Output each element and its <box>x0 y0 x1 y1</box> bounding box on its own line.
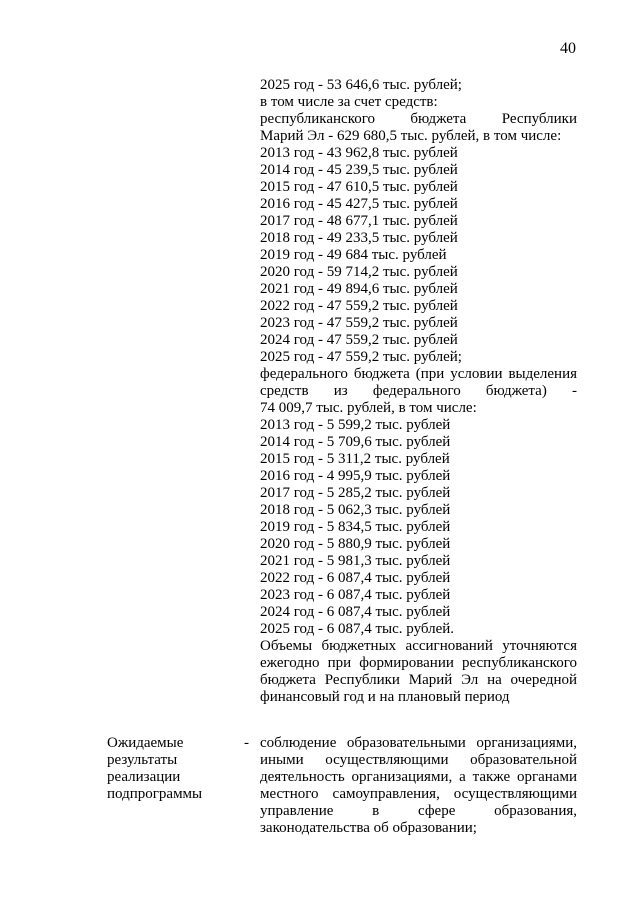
budget-line: бюджета Республики Марий Эл на очередной <box>260 672 577 688</box>
page-number: 40 <box>560 40 576 57</box>
budget-line: финансовый год и на плановый период <box>260 689 510 705</box>
budget-line: 2020 год - 5 880,9 тыс. рублей <box>260 536 451 552</box>
budget-line: 2024 год - 6 087,4 тыс. рублей <box>260 604 451 620</box>
budget-line: 2013 год - 43 962,8 тыс. рублей <box>260 145 458 161</box>
budget-line: ежегодно при формировании республиканского <box>260 655 577 671</box>
budget-line: федерального бюджета (при условии выделения <box>260 366 577 382</box>
budget-line: 2015 год - 47 610,5 тыс. рублей <box>260 179 458 195</box>
results-label-line: реализации <box>107 769 181 785</box>
budget-line: 2022 год - 6 087,4 тыс. рублей <box>260 570 451 586</box>
budget-line: 2017 год - 5 285,2 тыс. рублей <box>260 485 451 501</box>
budget-line: 2023 год - 6 087,4 тыс. рублей <box>260 587 451 603</box>
budget-line: 2014 год - 45 239,5 тыс. рублей <box>260 162 458 178</box>
budget-line: 2019 год - 49 684 тыс. рублей <box>260 247 447 263</box>
budget-line: 2025 год - 47 559,2 тыс. рублей; <box>260 349 462 365</box>
budget-line: 2013 год - 5 599,2 тыс. рублей <box>260 417 451 433</box>
budget-line: 2020 год - 59 714,2 тыс. рублей <box>260 264 458 280</box>
budget-line: 2018 год - 5 062,3 тыс. рублей <box>260 502 451 518</box>
results-label-line: результаты <box>107 752 178 768</box>
results-text-line: законодательства об образовании; <box>260 820 477 836</box>
expected-results-dash: - <box>244 735 249 751</box>
budget-funding-block <box>260 77 577 706</box>
budget-line: республиканского бюджета Республики <box>260 111 577 127</box>
budget-line: 2017 год - 48 677,1 тыс. рублей <box>260 213 458 229</box>
budget-line: 2022 год - 47 559,2 тыс. рублей <box>260 298 458 314</box>
results-text-line: местного самоуправления, осуществляющими <box>260 786 577 802</box>
budget-line: 2023 год - 47 559,2 тыс. рублей <box>260 315 458 331</box>
results-text-line: управление в сфере образования, <box>260 803 577 819</box>
results-text-line: соблюдение образовательными организациями, <box>260 735 577 751</box>
budget-line: Объемы бюджетных ассигнований уточняются <box>260 638 577 654</box>
budget-line: 2021 год - 49 894,6 тыс. рублей <box>260 281 458 297</box>
budget-line: средств из федерального бюджета) - <box>260 383 577 399</box>
budget-line: Марий Эл - 629 680,5 тыс. рублей, в том числе: <box>260 128 562 144</box>
results-text-line: деятельность организациями, а также органами <box>260 769 577 785</box>
budget-line: 2015 год - 5 311,2 тыс. рублей <box>260 451 450 467</box>
budget-line: 2025 год - 53 646,6 тыс. рублей; <box>260 77 462 93</box>
budget-line: 2025 год - 6 087,4 тыс. рублей. <box>260 621 455 637</box>
budget-line: 2021 год - 5 981,3 тыс. рублей <box>260 553 451 569</box>
budget-line: 2016 год - 45 427,5 тыс. рублей <box>260 196 458 212</box>
budget-line: 2016 год - 4 995,9 тыс. рублей <box>260 468 451 484</box>
results-label-line: подпрограммы <box>107 786 203 802</box>
results-label-line: Ожидаемые <box>107 735 184 751</box>
budget-line: 74 009,7 тыс. рублей, в том числе: <box>260 400 477 416</box>
budget-line: в том числе за счет средств: <box>260 94 438 110</box>
budget-line: 2019 год - 5 834,5 тыс. рублей <box>260 519 451 535</box>
budget-line: 2018 год - 49 233,5 тыс. рублей <box>260 230 458 246</box>
budget-line: 2014 год - 5 709,6 тыс. рублей <box>260 434 451 450</box>
results-text-line: иными осуществляющими образовательной <box>260 752 577 768</box>
budget-line: 2024 год - 47 559,2 тыс. рублей <box>260 332 458 348</box>
expected-results-text <box>260 735 577 837</box>
expected-results-label <box>107 735 227 803</box>
